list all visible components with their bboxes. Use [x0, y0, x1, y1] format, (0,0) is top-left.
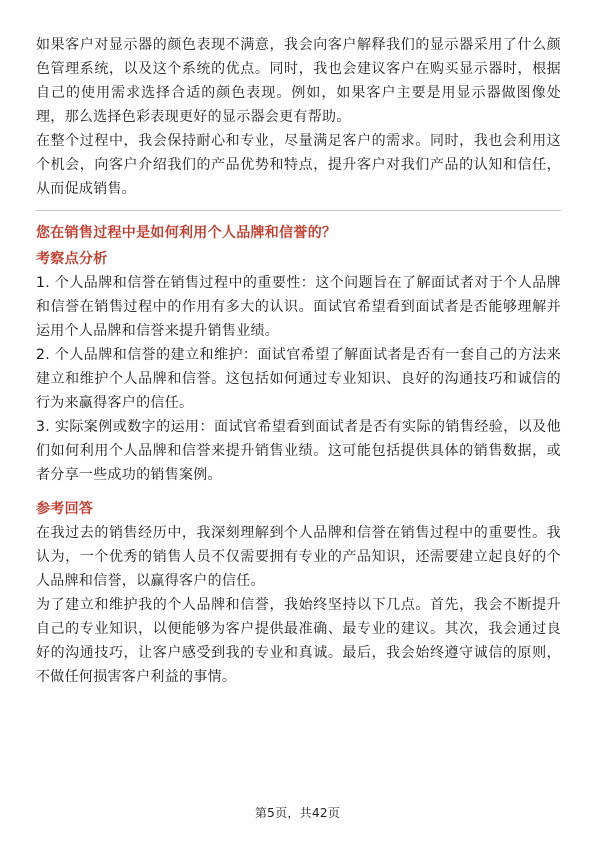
- analysis-point-2: 2. 个人品牌和信誉的建立和维护：面试官希望了解面试者是否有一套自己的方法来建立和维护个人品牌和信誉。这包括如何通过专业知识、良好的沟通技巧和诚信的行为来赢得客户的信任。: [36, 347, 561, 411]
- intro-paragraph-1: 如果客户对显示器的颜色表现不满意，我会向客户解释我们的显示器采用了什么颜色管理系统，以及这个系统的优点。同时，我也会建议客户在购买显示器时，根据自己的使用需求选择合适的颜色表现。例如，如果客户主要是用显示器做图像处理，那么选择色彩表现更好的显示器会更有帮助。: [36, 37, 561, 125]
- analysis-point-1: 1. 个人品牌和信誉在销售过程中的重要性：这个问题旨在了解面试者对于个人品牌和信誉在销售过程中的作用有多大的认识。面试官希望看到面试者是否能够理解并运用个人品牌和信誉来提升销售业绩。: [36, 275, 561, 339]
- answer-heading: 参考回答: [36, 501, 94, 517]
- answer-paragraph-2: 为了建立和维护我的个人品牌和信誉，我始终坚持以下几点。首先，我会不断提升自己的专业知识，以便能够为客户提供最准确、最专业的建议。其次，我会通过良好的沟通技巧，让客户感受到我的专业和真诚。最后，我会始终遵守诚信的原则，不做任何损害客户利益的事情。: [36, 597, 561, 685]
- analysis-point-3: 3. 实际案例或数字的运用：面试官希望看到面试者是否有实际的销售经验，以及他们如何利用个人品牌和信誉来提升销售业绩。这可能包括提供具体的销售数据，或者分享一些成功的销售案例。: [36, 419, 561, 483]
- page-content: [36, 33, 561, 689]
- question-heading: 您在销售过程中是如何利用个人品牌和信誉的？: [36, 225, 337, 241]
- page-number-footer: 第5页，共42页: [254, 806, 341, 820]
- intro-paragraph-2: 在整个过程中，我会保持耐心和专业，尽量满足客户的需求。同时，我也会利用这个机会，向客户介绍我们的产品优势和特点，提升客户对我们产品的认知和信任，从而促成销售。: [36, 133, 561, 197]
- section-divider: [36, 210, 561, 211]
- analysis-heading: 考察点分析: [36, 251, 108, 267]
- answer-paragraph-1: 在我过去的销售经历中，我深刻理解到个人品牌和信誉在销售过程中的重要性。我认为，一个优秀的销售人员不仅需要拥有专业的产品知识，还需要建立起良好的个人品牌和信誉，以赢得客户的信任。: [36, 525, 561, 589]
